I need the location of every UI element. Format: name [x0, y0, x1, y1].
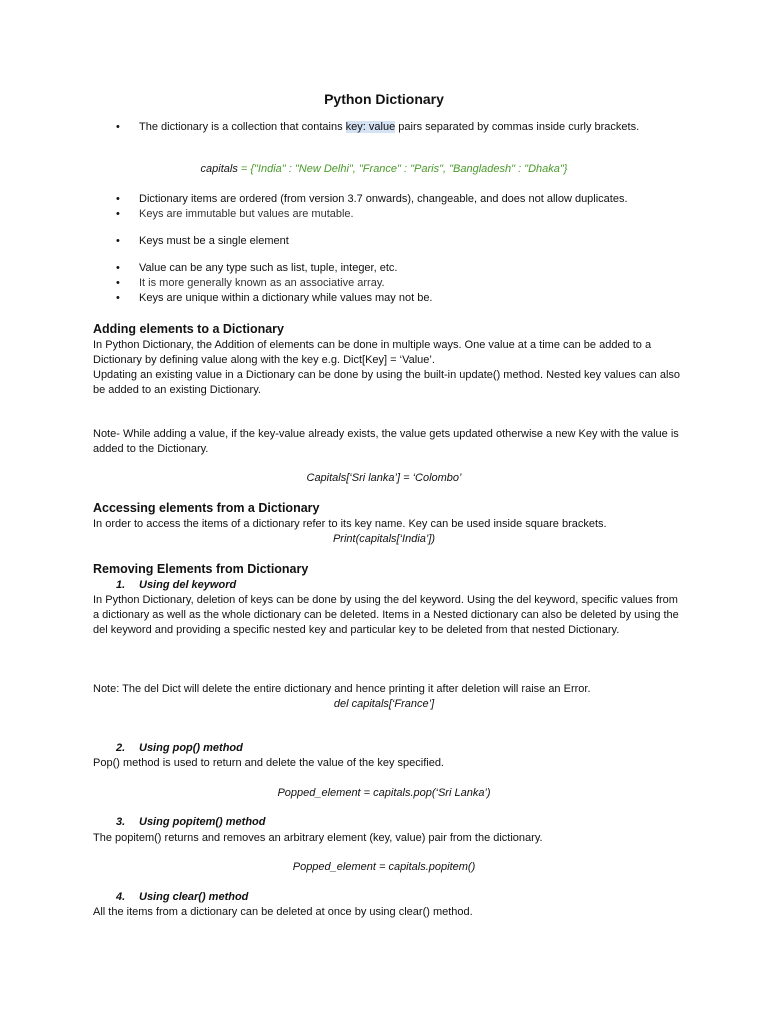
code-example-pop: Popped_element = capitals.pop(‘Sri Lanka’) — [277, 787, 491, 799]
list-number: 2. — [116, 742, 126, 754]
bullet-text: pairs separated by commas inside curly brackets. — [395, 121, 640, 133]
paragraph-adding-1: In Python Dictionary, the Addition of elements can be done in multiple ways. One value at a time can be added to a Dictionary by defining value along with the key e.g. Dict[Key] = ‘Value’. — [93, 339, 652, 366]
bullet-marker: • — [116, 121, 120, 133]
paragraph-popitem: The popitem() returns and removes an arbitrary element (key, value) pair from the dictionary. — [93, 832, 543, 844]
paragraph-del: In Python Dictionary, deletion of keys can be done by using the del keyword. Using the del keyword, specific values from a dictionary as well as the whole dictionary can be deleted. Items in a Nested dictionary can also be deleted by using the del keyword and providing a specific nested key and particular key to be deleted from that nested Dictionary. — [93, 594, 679, 636]
subheading-pop — [116, 741, 243, 756]
paragraph-pop: Pop() method is used to return and delete the value of the key specified. — [93, 757, 444, 769]
heading-adding: Adding elements to a Dictionary — [93, 322, 285, 336]
highlighted-text: key: value — [345, 121, 396, 133]
bullet-item-ordered: Dictionary items are ordered (from version 3.7 onwards), changeable, and does not allow duplicates. — [139, 193, 628, 205]
bullet-marker: • — [116, 277, 120, 289]
page-title: Python Dictionary — [324, 91, 444, 107]
heading-removing: Removing Elements from Dictionary — [93, 562, 309, 576]
list-number: 1. — [116, 579, 126, 591]
subheading-text: Using del keyword — [139, 579, 237, 591]
bullet-marker: • — [116, 208, 120, 220]
subheading-text: Using popitem() method — [139, 816, 266, 828]
bullet-text: The dictionary is a collection that contains — [139, 121, 346, 133]
bullet-item-single-element: Keys must be a single element — [139, 235, 289, 247]
subheading-del — [116, 578, 236, 593]
list-number: 3. — [116, 816, 126, 828]
paragraph-clear: All the items from a dictionary can be deleted at once by using clear() method. — [93, 906, 473, 918]
heading-accessing: Accessing elements from a Dictionary — [93, 501, 320, 515]
code-example-access: Print(capitals[‘India’]) — [332, 533, 436, 545]
list-number: 4. — [116, 891, 126, 903]
code-literal: = {"India" : "New Delhi", "France" : "Paris", "Bangladesh" : "Dhaka"} — [237, 163, 568, 175]
subheading-clear — [116, 890, 248, 905]
subheading-text: Using pop() method — [139, 742, 243, 754]
bullet-marker: • — [116, 193, 120, 205]
code-example-add: Capitals[‘Sri lanka’] = ‘Colombo’ — [306, 472, 462, 484]
code-example-del: del capitals[‘France’] — [333, 698, 435, 710]
subheading-text: Using clear() method — [139, 891, 249, 903]
subheading-popitem — [116, 815, 266, 830]
note-adding: Note- While adding a value, if the key-value already exists, the value gets updated otherwise a new Key with the value is added to the Dictionary. — [93, 428, 679, 455]
paragraph-adding-2: Updating an existing value in a Dictionary can be done by using the built-in update() method. Nested key values can also be added to an existing Dictionary. — [93, 369, 681, 396]
bullet-marker: • — [116, 235, 120, 247]
bullet-item-collection — [139, 120, 699, 135]
code-example-popitem: Popped_element = capitals.popitem() — [292, 861, 476, 873]
code-variable: capitals — [200, 163, 238, 175]
bullet-item-unique-keys: Keys are unique within a dictionary while values may not be. — [139, 292, 433, 304]
code-example-capitals — [0, 162, 768, 177]
bullet-marker: • — [116, 292, 120, 304]
bullet-item-immutable: Keys are immutable but values are mutable. — [139, 208, 354, 220]
bullet-marker: • — [116, 262, 120, 274]
bullet-item-value-type: Value can be any type such as list, tuple, integer, etc. — [139, 262, 398, 274]
paragraph-accessing: In order to access the items of a dictionary refer to its key name. Key can be used inside square brackets. — [93, 518, 607, 530]
note-del: Note: The del Dict will delete the entire dictionary and hence printing it after deletion will raise an Error. — [93, 683, 591, 695]
bullet-item-associative: It is more generally known as an associative array. — [139, 277, 385, 289]
